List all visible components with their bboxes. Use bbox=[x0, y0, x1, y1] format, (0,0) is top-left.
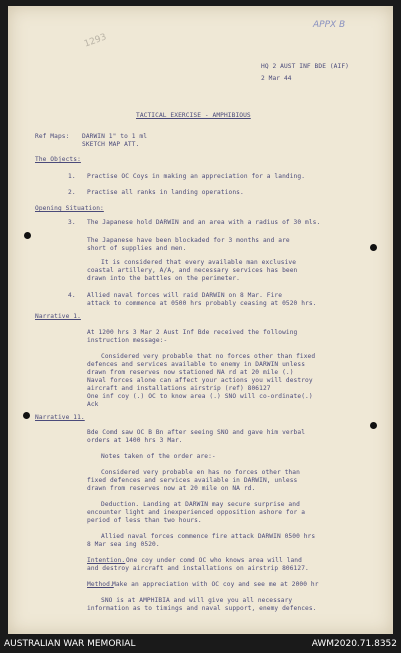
document-date: 2 Mar 44 bbox=[261, 75, 292, 82]
para-3a-line1: The Japanese have been blockaded for 3 months and are bbox=[87, 237, 290, 244]
deduction-line: encounter light and inexperienced opposition ashore for a bbox=[87, 509, 306, 516]
punch-hole bbox=[23, 412, 30, 419]
intention-label: Intention. bbox=[87, 557, 126, 564]
intention-line2: and destroy aircraft and installations on airstrip 806127. bbox=[87, 565, 309, 572]
para-3b-line2: coastal artillery, A/A, and necessary services has been bbox=[87, 267, 298, 274]
method-line1: Make an appreciation with OC coy and see me at 2000 hr bbox=[112, 581, 319, 588]
para-4-line2: attack to commence at 0500 hrs probably ceasing at 0520 hrs. bbox=[87, 300, 317, 307]
considered-line: fixed defences and services available in DARWIN, unless bbox=[87, 477, 298, 484]
object-2-text: Practise all ranks in landing operations. bbox=[87, 189, 244, 196]
punch-hole bbox=[370, 244, 377, 251]
para-4-line1: Allied naval forces will raid DARWIN on 8 Mar. Fire bbox=[87, 292, 283, 299]
footer-institution: AUSTRALIAN WAR MEMORIAL bbox=[4, 639, 136, 649]
para-4-num: 4. bbox=[68, 292, 76, 299]
narrative-2-intro-1: Bde Comd saw OC B Bn after seeing SNO and gave him verbal bbox=[87, 429, 306, 436]
footer-catalogue-id: AWM2020.71.8352 bbox=[311, 639, 397, 649]
considered-line: Considered very probable en has no forces other than bbox=[101, 469, 300, 476]
sno-line: information as to timings and naval support, enemy defences. bbox=[87, 605, 317, 612]
message-line: Considered very probable that no forces other than fixed bbox=[101, 353, 316, 360]
intention-line1: One coy under comd OC who knows area will land bbox=[126, 557, 302, 564]
narrative-2-heading: Narrative 11. bbox=[35, 414, 85, 421]
punch-hole bbox=[24, 232, 31, 239]
appendix-annotation: APPX B bbox=[313, 20, 346, 30]
para-3-text: The Japanese hold DARWIN and an area with a radius of 30 mls. bbox=[87, 219, 321, 226]
method-label: Method. bbox=[87, 581, 114, 588]
archive-footer bbox=[0, 635, 401, 653]
para-3b-line3: drawn into the battles on the perimeter. bbox=[87, 275, 241, 282]
message-line: aircraft and installations airstrip (ref) 806127 bbox=[87, 385, 271, 392]
para-3b-line1: It is considered that every available man exclusive bbox=[101, 259, 297, 266]
ref-maps-line1: DARWIN 1" to 1 ml bbox=[82, 133, 148, 140]
pencil-annotation: 1293 bbox=[82, 32, 108, 50]
message-line: defences and services available to enemy in DARWIN unless bbox=[87, 361, 306, 368]
punch-hole bbox=[370, 422, 377, 429]
narrative-1-intro-1: At 1200 hrs 3 Mar 2 Aust Inf Bde received the following bbox=[87, 329, 298, 336]
message-line: One inf coy (.) OC to know area (.) SNO will co-ordinate(.) bbox=[87, 393, 313, 400]
narrative-1-heading: Narrative 1. bbox=[35, 313, 81, 320]
message-line: drawn from reserves now stationed NA rd at 20 mile (.) bbox=[87, 369, 294, 376]
message-line: Naval forces alone can affect your actions you will destroy bbox=[87, 377, 313, 384]
deduction-line: period of less than two hours. bbox=[87, 517, 202, 524]
object-2-num: 2. bbox=[68, 189, 76, 196]
ref-maps-label: Ref Maps: bbox=[35, 133, 70, 140]
sno-line: SNO is at AMPHIBIA and will give you all necessary bbox=[101, 597, 293, 604]
allied-line: Allied naval forces commence fire attack DARWIN 0500 hrs bbox=[101, 533, 316, 540]
document-page bbox=[8, 6, 393, 634]
narrative-1-intro-2: instruction message:- bbox=[87, 337, 168, 344]
message-line: Ack bbox=[87, 401, 99, 408]
document-title: TACTICAL EXERCISE - AMPHIBIOUS bbox=[136, 112, 251, 119]
ref-maps-line2: SKETCH MAP ATT. bbox=[82, 141, 140, 148]
para-3-num: 3. bbox=[68, 219, 76, 226]
notes-line: Notes taken of the order are:- bbox=[101, 453, 216, 460]
narrative-2-intro-2: orders at 1400 hrs 3 Mar. bbox=[87, 437, 183, 444]
objects-heading: The Objects: bbox=[35, 156, 81, 163]
considered-line: drawn from reserves now at 20 mile on NA rd. bbox=[87, 485, 256, 492]
object-1-text: Practise OC Coys in making an appreciation for a landing. bbox=[87, 173, 306, 180]
allied-line: 8 Mar sea ing 0520. bbox=[87, 541, 160, 548]
deduction-line: Deduction. Landing at DARWIN may secure surprise and bbox=[101, 501, 300, 508]
object-1-num: 1. bbox=[68, 173, 76, 180]
unit-header: HQ 2 AUST INF BDE (AIF) bbox=[261, 63, 349, 70]
situation-heading: Opening Situation: bbox=[35, 205, 104, 212]
para-3a-line2: short of supplies and men. bbox=[87, 245, 187, 252]
